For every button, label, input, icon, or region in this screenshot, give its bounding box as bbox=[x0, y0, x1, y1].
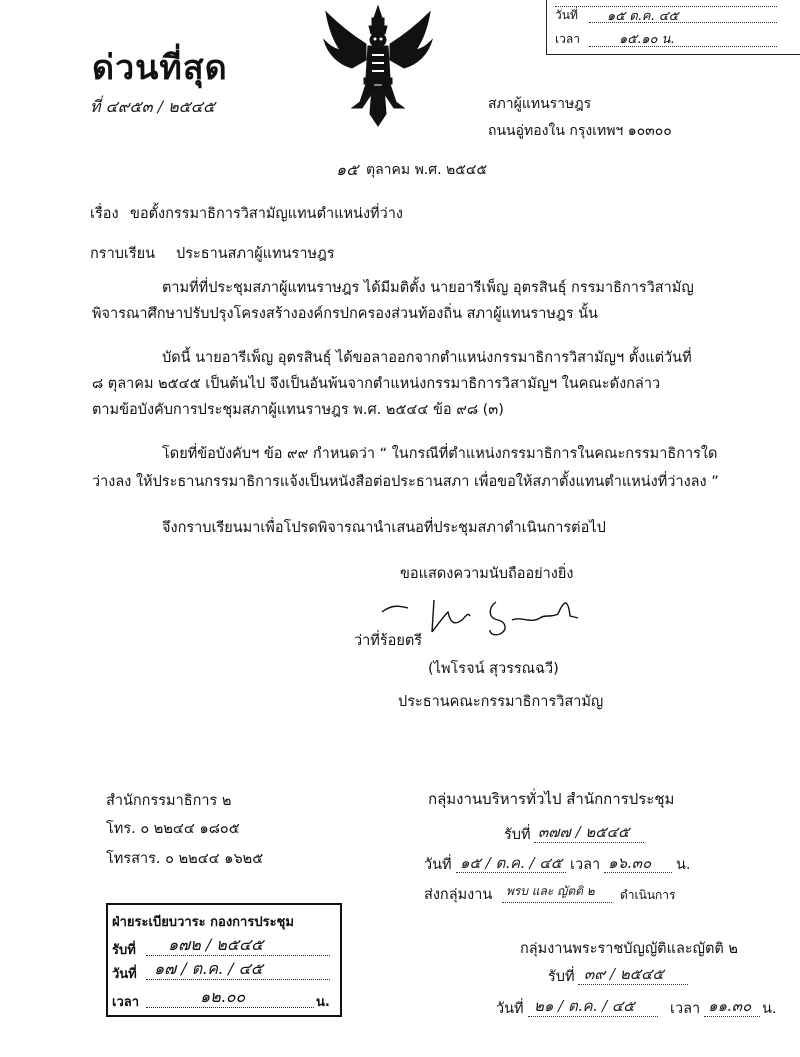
body-paragraph-4: จึงกราบเรียนมาเพื่อโปรดพิจารณานำเสนอที่ประชุมสภาดำเนินการต่อไป bbox=[162, 520, 606, 536]
body-paragraph-3-line-2: ว่างลง ให้ประธานกรรมาธิการแจ้งเป็นหนังสือต่อประธานสภา เพื่อขอให้สภาตั้งแทนตำแหน่งที่ว่างลง ” bbox=[92, 474, 719, 490]
registry-title: ฝ่ายระเบียบวาระ กองการประชุม bbox=[112, 915, 294, 930]
bill-time-label: เวลา bbox=[670, 1001, 701, 1017]
closing-salutation: ขอแสดงความนับถืออย่างยิ่ง bbox=[400, 566, 574, 582]
registry-time-suffix: น. bbox=[316, 995, 330, 1010]
admin-send-value: พรบ และ ญัตติ ๒ bbox=[506, 884, 595, 898]
bill-date-value: ๒๑ / ต.ค. / ๔๕ bbox=[534, 997, 635, 1015]
document-number: ที่ ๔๙๕๓ / ๒๕๔๕ bbox=[90, 97, 215, 116]
footer-fax: โทรสาร. ๐ ๒๒๔๔ ๑๖๒๕ bbox=[106, 851, 264, 867]
footer-office: สำนักกรรมาธิการ ๒ bbox=[106, 793, 232, 809]
registry-receive-value: ๑๗๒ / ๒๕๔๕ bbox=[168, 935, 264, 954]
signer-rank: ว่าที่ร้อยตรี bbox=[354, 633, 423, 649]
registry-date-value: ๑๗ / ต.ค. / ๔๕ bbox=[154, 959, 263, 978]
body-paragraph-3-line-1: โดยที่ข้อบังคับฯ ข้อ ๙๙ กำหนดว่า “ ในกรณีที่ตำแหน่งกรรมาธิการในคณะกรรมาธิการใด bbox=[162, 446, 718, 462]
admin-date-label: วันที่ bbox=[424, 857, 452, 873]
admin-time-label: เวลา bbox=[570, 857, 601, 873]
bill-date-label: วันที่ bbox=[496, 1001, 524, 1017]
recipient-label: กราบเรียน bbox=[90, 246, 156, 262]
admin-time-value: ๑๖.๓๐ bbox=[608, 854, 652, 872]
stamp-top-time-label: เวลา bbox=[555, 32, 580, 46]
garuda-emblem-icon bbox=[322, 4, 434, 130]
admin-receive-label: รับที่ bbox=[504, 827, 531, 843]
registry-date-label: วันที่ bbox=[112, 967, 137, 982]
letter-date: ตุลาคม พ.ศ. ๒๕๔๕ bbox=[366, 162, 488, 178]
stamp-top-date-label: วันที่ bbox=[555, 8, 578, 22]
admin-send-label: ส่งกลุ่มงาน bbox=[424, 887, 493, 903]
body-paragraph-2-line-2: ๘ ตุลาคม ๒๕๔๕ เป็นต้นไป จึงเป็นอันพ้นจากตำแหน่งกรรมาธิการวิสามัญฯ ในคณะดังกล่าว bbox=[92, 376, 661, 392]
admin-receive-value: ๓๗๗ / ๒๕๔๕ bbox=[538, 823, 630, 841]
body-paragraph-2-line-1: บัดนี้ นายอารีเพ็ญ อุตรสินธุ์ ได้ขอลาออกจากตำแหน่งกรรมาธิการวิสามัญฯ ตั้งแต่วันที่ bbox=[162, 350, 692, 366]
stamp-top-time-value: ๑๕.๑๐ น. bbox=[619, 32, 675, 47]
letter-date-day: ๑๕ bbox=[336, 160, 359, 179]
admin-stamp-title: กลุ่มงานบริหารทั่วไป สำนักการประชุม bbox=[428, 790, 675, 808]
recipient-text: ประธานสภาผู้แทนราษฎร bbox=[176, 246, 335, 262]
subject-label: เรื่อง bbox=[90, 206, 119, 222]
admin-time-suffix: น. bbox=[676, 857, 691, 873]
registry-receive-label: รับที่ bbox=[112, 943, 136, 958]
stamp-top-time-line bbox=[589, 34, 777, 47]
signer-title: ประธานคณะกรรมาธิการวิสามัญ bbox=[398, 694, 604, 710]
footer-phone: โทร. ๐ ๒๒๔๔ ๑๘๐๕ bbox=[106, 821, 240, 837]
subject-text: ขอตั้งกรรมาธิการวิสามัญแทนตำแหน่งที่ว่าง bbox=[130, 206, 403, 222]
bill-time-value: ๑๑.๓๐ bbox=[708, 997, 752, 1015]
stamp-top-date-value: ๑๕ ต.ค. ๔๕ bbox=[607, 9, 679, 24]
bill-stamp-title: กลุ่มงานพระราชบัญญัติและญัตติ ๒ bbox=[520, 941, 738, 957]
registry-stamp-box bbox=[106, 903, 342, 1017]
body-paragraph-2-line-3: ตามข้อบังคับการประชุมสภาผู้แทนราษฎร พ.ศ. ๒๕๔๔ ข้อ ๙๘ (๓) bbox=[92, 402, 504, 418]
urgent-stamp: ด่วนที่สุด bbox=[92, 48, 228, 88]
admin-date-value: ๑๕ / ต.ค. / ๔๕ bbox=[460, 854, 563, 872]
sender-address: ถนนอู่ทองใน กรุงเทพฯ ๑๐๓๐๐ bbox=[488, 123, 672, 139]
admin-action-label: ดำเนินการ bbox=[620, 888, 676, 902]
body-paragraph-1-line-2: พิจารณาศึกษาปรับปรุงโครงสร้างองค์กรปกครองส่วนท้องถิ่น สภาผู้แทนราษฎร นั้น bbox=[92, 306, 598, 322]
registry-time-label: เวลา bbox=[112, 995, 140, 1010]
body-paragraph-1-line-1: ตามที่ที่ประชุมสภาผู้แทนราษฎร ได้มีมติตั้ง นายอารีเพ็ญ อุตรสินธุ์ กรรมาธิการวิสามัญ bbox=[162, 280, 694, 296]
bill-receive-label: รับที่ bbox=[548, 969, 575, 985]
bill-time-suffix: น. bbox=[762, 1001, 777, 1017]
received-stamp-top bbox=[546, 0, 800, 55]
signer-name: (ไพโรจน์ สุวรรณฉวี) bbox=[428, 661, 559, 677]
bill-receive-value: ๓๙ / ๒๕๔๕ bbox=[584, 965, 664, 983]
sender-organization: สภาผู้แทนราษฎร bbox=[488, 96, 592, 112]
registry-time-value: ๑๒.๐๐ bbox=[200, 987, 246, 1006]
